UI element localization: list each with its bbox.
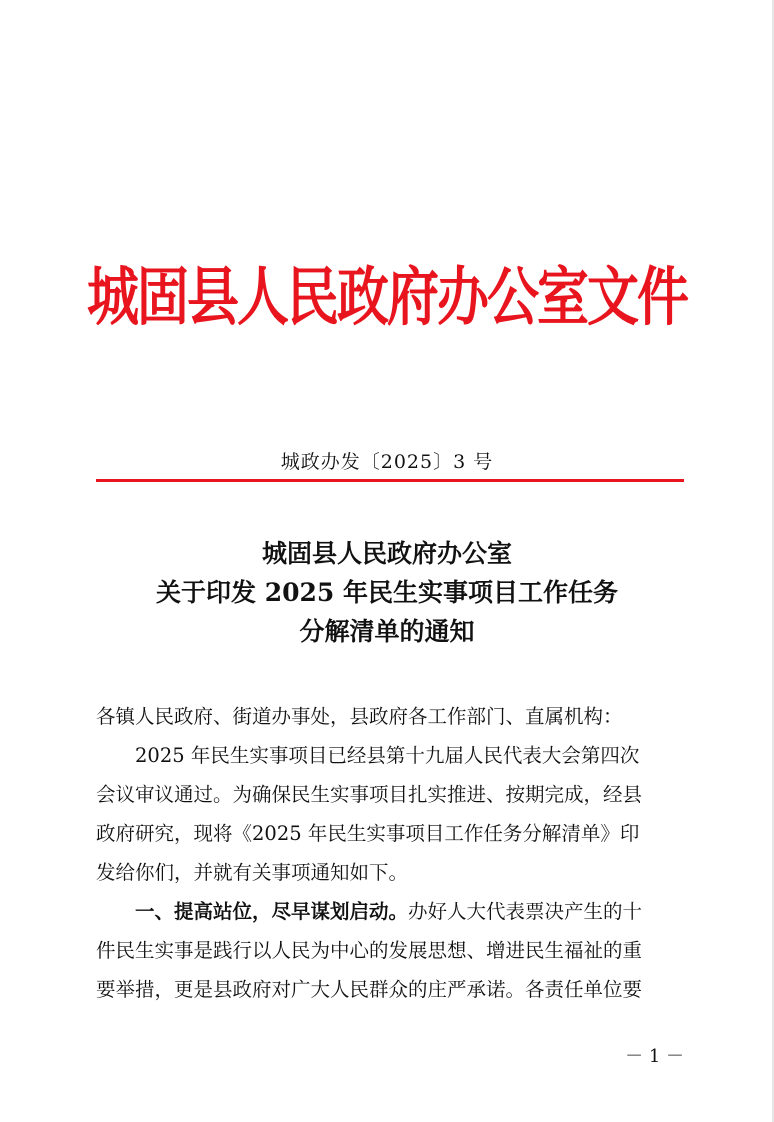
- paragraph-line: 件民生实事是践行以人民为中心的发展思想、增进民生福祉的重: [96, 939, 643, 962]
- notice-title-line-2: 关于印发 2025 年民生实事项目工作任务: [156, 578, 618, 607]
- section-1-heading: 一、提高站位，尽早谋划启动。: [135, 900, 409, 923]
- page-number: － 1 －: [625, 1046, 684, 1067]
- document-masthead: 城固县人民政府办公室文件: [86, 261, 687, 335]
- paragraph-line: 会议审议通过。为确保民生实事项目扎实推进、按期完成，经县: [96, 783, 643, 806]
- red-separator-line: [96, 479, 684, 482]
- paragraph-line: 发给你们，并就有关事项通知如下。: [96, 861, 409, 884]
- paragraph-intro: [96, 736, 686, 892]
- paragraph-line: 要举措，更是县政府对广大人民群众的庄严承诺。各责任单位要: [96, 978, 643, 1001]
- paragraph-section-1: [96, 892, 686, 1009]
- section-1-first-line: [96, 892, 686, 931]
- notice-body: [96, 697, 686, 1009]
- paragraph-line: 政府研究，现将《2025 年民生实事项目工作任务分解清单》印: [96, 822, 640, 845]
- paragraph-line: 2025 年民生实事项目已经县第十九届人民代表大会第四次: [135, 744, 640, 767]
- salutation: [96, 697, 686, 736]
- notice-title-line-3: 分解清单的通知: [299, 617, 475, 646]
- salutation-text: 各镇人民政府、街道办事处，县政府各工作部门、直属机构：: [96, 705, 623, 728]
- document-number: 城政办发〔2025〕3 号: [280, 451, 494, 473]
- notice-title-line-1: 城固县人民政府办公室: [261, 539, 512, 568]
- notice-title: [60, 534, 714, 651]
- paragraph-line: 办好人大代表票决产生的十: [408, 900, 643, 923]
